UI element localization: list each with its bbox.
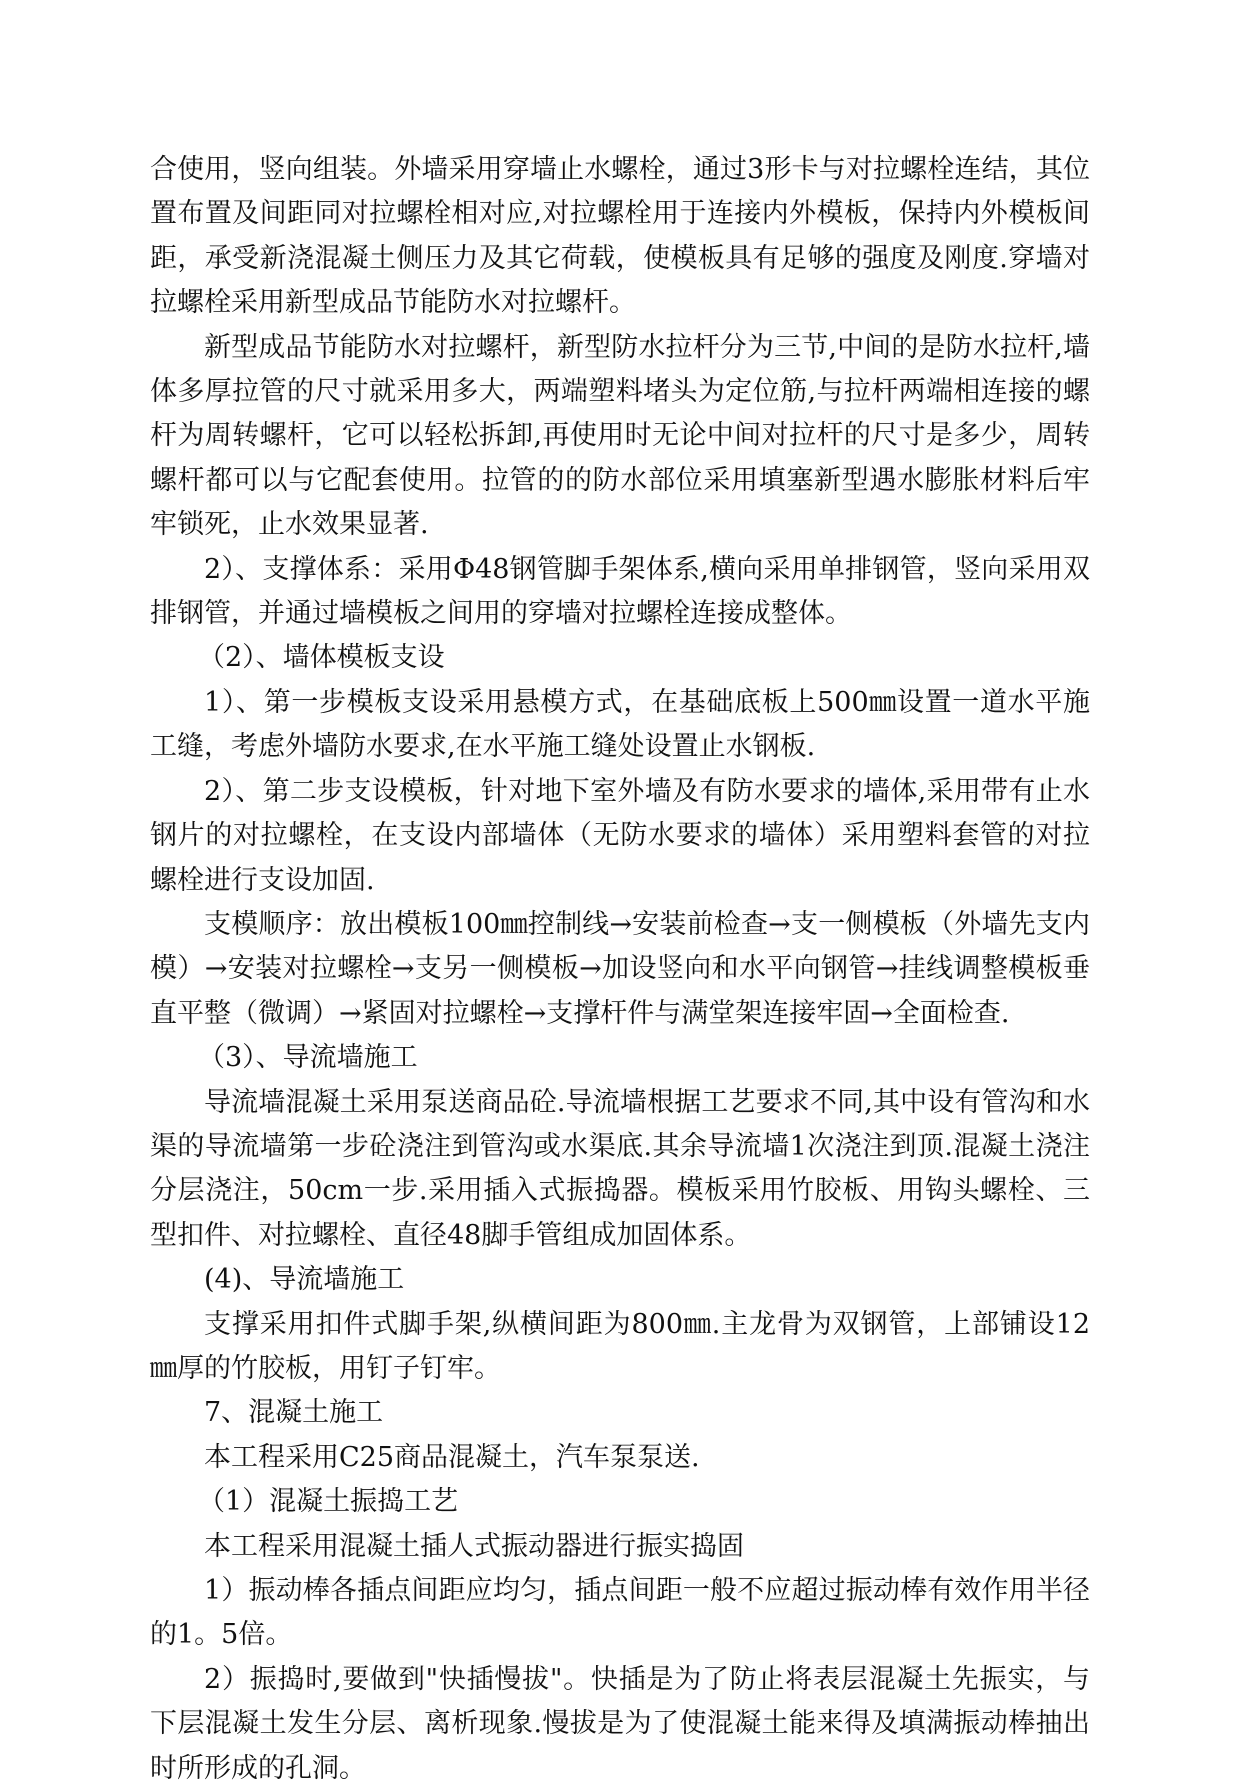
heading-concrete-construction: 7、混凝土施工 [204, 1397, 384, 1429]
paragraph-scaffold-support: 支撑采用扣件式脚手架,纵横间距为800㎜.主龙骨为双钢管，上部铺设12㎜厚的竹胶板，用钉子钉牢。 [150, 1308, 1090, 1384]
paragraph-quick-insert-slow-pull: 2）振捣时,要做到"快插慢拔"。快插是为了防止将表层混凝土先振实，与下层混凝土发生分层、离析现象.慢拔是为了使混凝土能来得及填满振动棒抽出时所形成的孔洞。 [150, 1663, 1090, 1784]
heading-vibration-process: （1）混凝土振捣工艺 [198, 1486, 459, 1518]
paragraph-formwork-assembly: 合使用，竖向组装。外墙采用穿墙止水螺栓，通过3形卡与对拉螺栓连结，其位置布置及间距同对拉螺栓相对应,对拉螺栓用于连接内外模板，保持内外模板间距，承受新浇混凝土侧压力及其它荷载，使模板具有足够的强度及刚度.穿墙对拉螺栓采用新型成品节能防水对拉螺杆。 [150, 154, 1090, 319]
heading-wall-formwork: （2）、墙体模板支设 [198, 642, 445, 674]
paragraph-formwork-sequence: 支模顺序：放出模板100㎜控制线→安装前检查→支一侧模板（外墙先支内模）→安装对拉螺栓→支另一侧模板→加设竖向和水平向钢管→挂线调整模板垂直平整（微调）→紧固对拉螺栓→支撑杆件与满堂架连接牢固→全面检查. [150, 908, 1090, 1029]
document-page [150, 148, 1090, 1791]
paragraph-support-system: 2）、支撑体系：采用Φ48钢管脚手架体系,横向采用单排钢管，竖向采用双排钢管，并通过墙模板之间用的穿墙对拉螺栓连接成整体。 [150, 553, 1090, 630]
heading-diversion-wall-3: （3）、导流墙施工 [198, 1042, 418, 1074]
paragraph-concrete-grade: 本工程采用C25商品混凝土，汽车泵泵送. [204, 1441, 700, 1473]
paragraph-step-one: 1）、第一步模板支设采用悬模方式，在基础底板上500㎜设置一道水平施工缝，考虑外墙防水要求,在水平施工缝处设置止水钢板. [150, 686, 1090, 763]
heading-diversion-wall-4: (4)、导流墙施工 [204, 1264, 405, 1296]
paragraph-waterproof-tie-rod: 新型成品节能防水对拉螺杆，新型防水拉杆分为三节,中间的是防水拉杆,墙体多厚拉管的尺寸就采用多大，两端塑料堵头为定位筋,与拉杆两端相连接的螺杆为周转螺杆，它可以轻松拆卸,再使用时无论中间对拉杆的尺寸是多少，周转螺杆都可以与它配套使用。拉管的的防水部位采用填塞新型遇水膨胀材料后牢牢锁死，止水效果显著. [150, 331, 1090, 541]
paragraph-step-two: 2）、第二步支设模板，针对地下室外墙及有防水要求的墙体,采用带有止水钢片的对拉螺栓，在支设内部墙体（无防水要求的墙体）采用塑料套管的对拉螺栓进行支设加固. [150, 775, 1090, 896]
paragraph-vibration-spacing: 1）振动棒各插点间距应均匀，插点间距一般不应超过振动棒有效作用半径的1。5倍。 [150, 1575, 1090, 1651]
paragraph-diversion-wall-concrete: 导流墙混凝土采用泵送商品砼.导流墙根据工艺要求不同,其中设有管沟和水渠的导流墙第一步砼浇注到管沟或水渠底.其余导流墙1次浇注到顶.混凝土浇注分层浇注，50cm一步.采用插入式振捣器。模板采用竹胶板、用钩头螺栓、三型扣件、对拉螺栓、直径48脚手管组成加固体系。 [150, 1086, 1090, 1251]
paragraph-vibrator-method: 本工程采用混凝土插人式振动器进行振实捣固 [204, 1530, 744, 1562]
